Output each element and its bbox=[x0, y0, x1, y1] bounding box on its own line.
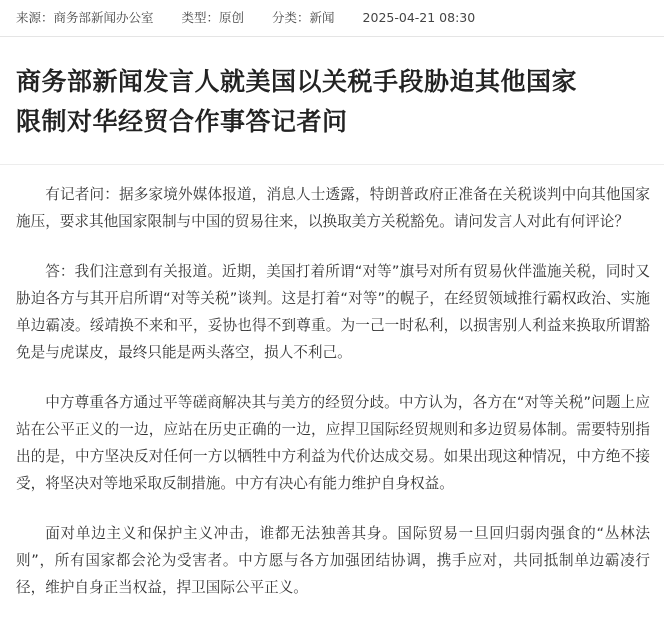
article-title bbox=[16, 34, 648, 142]
publish-date: 2025-04-21 08:30 bbox=[362, 9, 476, 25]
paragraph-answer-3: 面对单边主义和保护主义冲击，谁都无法独善其身。国际贸易一旦回归弱肉强食的“丛林法则”，所有国家都会沦为受害者。中方愿与各方加强团结协调，携手应对，共同抵制单边霸凌行径，维护自身正当权益，捍卫国际公平正义。 bbox=[16, 525, 650, 596]
category-label: 分类：新闻 bbox=[272, 10, 335, 25]
meta-divider bbox=[0, 36, 664, 37]
article-body bbox=[16, 181, 650, 624]
title-line-2: 限制对华经贸合作事答记者问 bbox=[16, 107, 348, 136]
paragraph-answer-1: 答：我们注意到有关报道。近期，美国打着所谓“对等”旗号对所有贸易伙伴滥施关税，同时又胁迫各方与其开启所谓“对等关税”谈判。这是打着“对等”的幌子，在经贸领域推行霸权政治、实施单边霸凌。绥靖换不来和平，妥协也得不到尊重。为一己一时私利，以损害别人利益来换取所谓豁免是与虎谋皮，最终只能是两头落空，损人不利己。 bbox=[16, 263, 650, 361]
paragraph-answer-2: 中方尊重各方通过平等磋商解决其与美方的经贸分歧。中方认为，各方在“对等关税”问题上应站在公平正义的一边，应站在历史正确的一边，应捍卫国际经贸规则和多边贸易体制。需要特别指出的是，中方坚决反对任何一方以牺牲中方利益为代价达成交易。如果出现这种情况，中方绝不接受，将坚决对等地采取反制措施。中方有决心有能力维护自身权益。 bbox=[16, 394, 650, 492]
paragraph-question: 有记者问：据多家境外媒体报道，消息人士透露，特朗普政府正准备在关税谈判中向其他国家施压，要求其他国家限制与中国的贸易往来，以换取美方关税豁免。请问发言人对此有何评论？ bbox=[16, 186, 650, 230]
source-label: 来源：商务部新闻办公室 bbox=[16, 10, 154, 25]
article-meta bbox=[16, 0, 648, 34]
type-label: 类型：原创 bbox=[181, 10, 245, 25]
title-line-1: 商务部新闻发言人就美国以关税手段胁迫其他国家 bbox=[16, 67, 578, 96]
title-divider bbox=[0, 164, 664, 165]
